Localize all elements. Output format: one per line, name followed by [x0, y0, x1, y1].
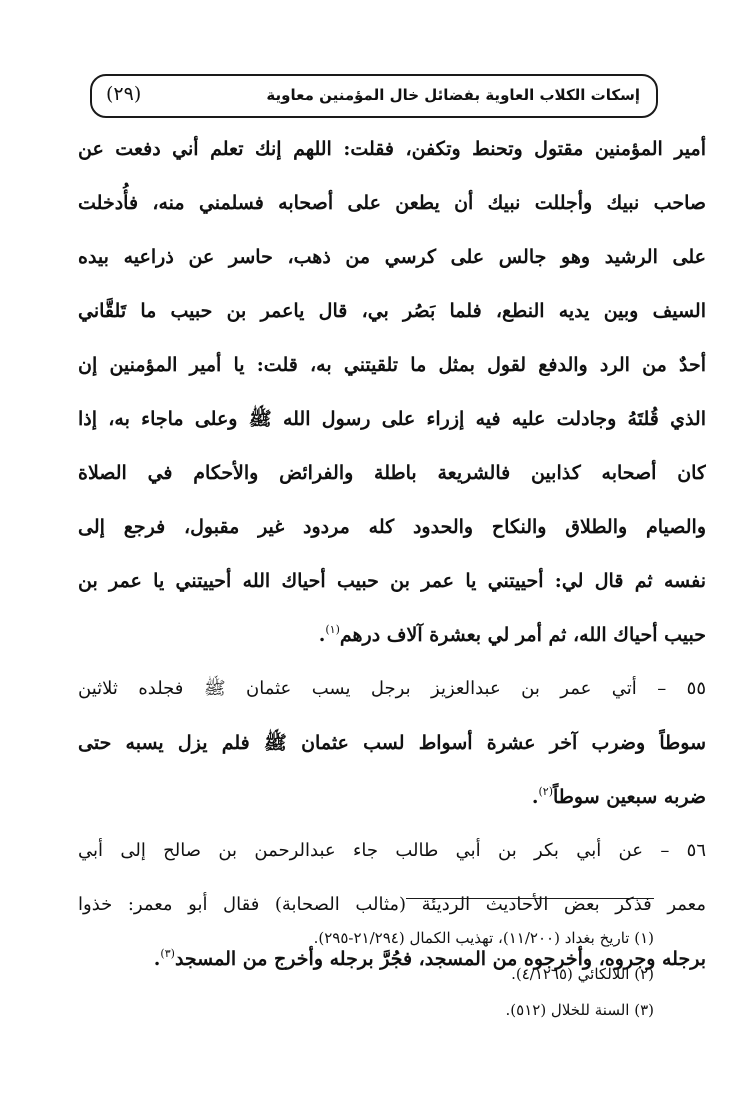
footnote-1: (١) تاريخ بغداد (١١/٢٠٠)، تهذيب الكمال (٢١/٢٩٤-٢٩٥).	[313, 929, 654, 947]
narration-55-line: ٥٥ – أتي عمر بن عبدالعزيز برجل يسب عثمان ﷺ فجلده ثلاثين	[78, 678, 706, 699]
line-end: .	[153, 948, 161, 970]
text-line: السيف وبين يديه النطع، فلما بَصُر بي، قال ياعمر بن حبيب ما تَلقَّاني	[78, 300, 706, 322]
text-line: على الرشيد وهو جالس على كرسي من ذهب، حاسر عن ذراعيه بيده	[78, 246, 706, 268]
footnote-ref: (١)	[325, 623, 340, 636]
footnotes	[300, 920, 654, 1028]
text-line: والصيام والطلاق والنكاح والحدود كله مردود غير مقبول، فرجع إلى	[78, 516, 706, 538]
narration-56-line: معمر فذكر بعض الأحاديث الرديئة (مثالب الصحابة) فقال أبو معمر: خذوا	[78, 894, 706, 915]
narration-55-line	[78, 770, 706, 824]
line-text: برجله وجروه، وأخرجوه من المسجد، فجُرَّ برجله وأخرج من المسجد	[174, 948, 706, 970]
text-line: أحدٌ من الرد والدفع لقول بمثل ما تلقيتني به، قلت: يا أمير المؤمنين إن	[78, 354, 706, 376]
footnote-separator	[406, 898, 654, 899]
text-line: كان أصحابه كذابين فالشريعة باطلة والفرائض والأحكام في الصلاة	[78, 462, 706, 484]
narration-55-line: سوطاً وضرب آخر عشرة أسواط لسب عثمان ﷺ فلم يزل يسبه حتى	[78, 732, 706, 754]
main-text	[78, 122, 706, 986]
text-line: نفسه ثم قال لي: أحييتني يا عمر بن حبيب أحياك الله أحييتني يا عمر بن	[78, 570, 706, 592]
page-number: (٢٩)	[106, 83, 142, 105]
narration-56-line: ٥٦ – عن أبي بكر بن أبي طالب جاء عبدالرحمن بن صالح إلى أبي	[78, 840, 706, 861]
footnote-ref: (٢)	[538, 785, 554, 798]
line-text: حبيب أحياك الله، ثم أمر لي بعشرة آلاف درهم	[339, 624, 706, 646]
line-end: .	[318, 624, 326, 646]
line-end: .	[531, 786, 539, 808]
text-line: أمير المؤمنين مقتول وتحنط وتكفن، فقلت: اللهم إنك تعلم أني دفعت عن	[78, 138, 706, 160]
text-line: صاحب نبيك وأجللت نبيك أن يطعن على أصحابه فسلمني منه، فأُدخلت	[78, 192, 706, 214]
running-header	[90, 74, 658, 118]
line-text: ضربه سبعين سوطاً	[553, 786, 706, 808]
text-line: الذي قُلتَهُ وجادلت عليه فيه إزراء على رسول الله ﷺ وعلى ماجاء به، إذا	[78, 408, 706, 430]
text-line	[78, 608, 706, 662]
book-title: إسكات الكلاب العاوية بفضائل خال المؤمنين معاوية	[266, 86, 640, 104]
footnote-ref: (٣)	[160, 947, 175, 960]
footnote-3: (٣) السنة للخلال (٥١٢).	[505, 1001, 654, 1019]
footnote-2: (٢) اللالكائي (٤/١٢٦٥).	[511, 965, 654, 983]
